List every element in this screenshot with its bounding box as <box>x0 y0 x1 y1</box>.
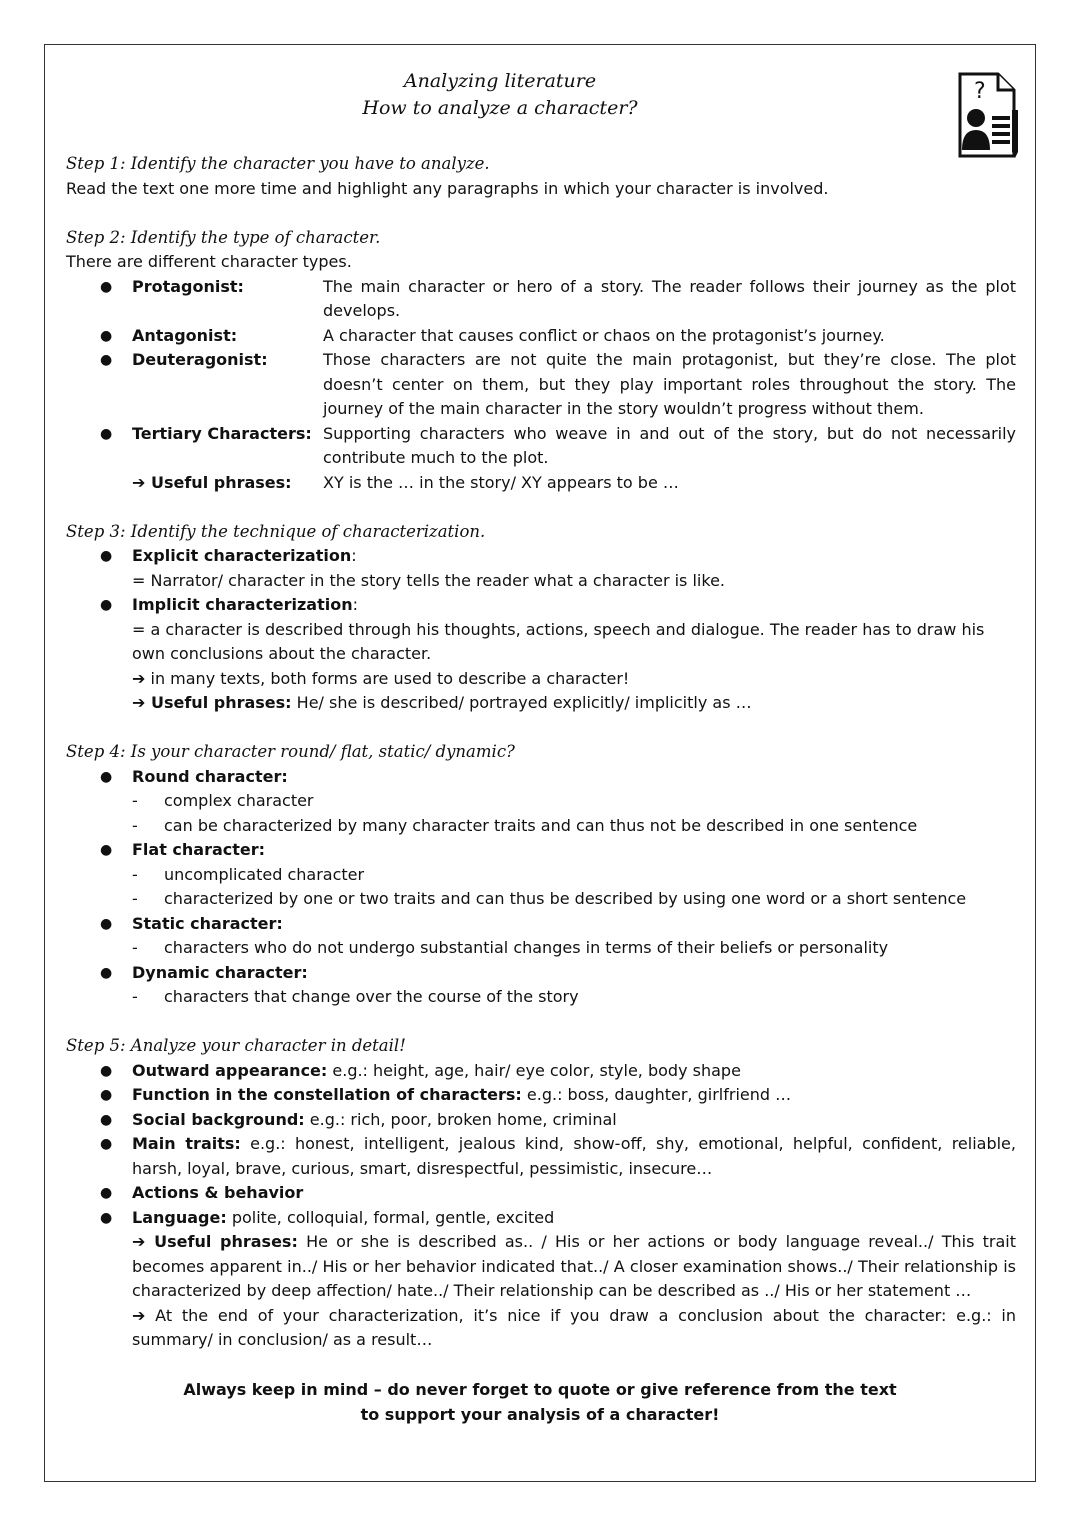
character-type-label: Deuteragonist: <box>132 350 268 369</box>
forms-note: ➔ in many texts, both forms are used to describe a character! <box>132 668 630 688</box>
analysis-label: Outward appearance: <box>132 1060 328 1080</box>
analysis-item <box>66 1083 1016 1108</box>
step-3 <box>66 520 1016 716</box>
document-question-person-icon <box>952 70 1022 160</box>
analysis-item <box>66 1059 1016 1084</box>
useful-phrases-row <box>66 691 1016 716</box>
step-4 <box>66 740 1016 1010</box>
useful-phrases-text: XY is the … in the story/ XY appears to be … <box>323 472 679 492</box>
analysis-text: polite, colloquial, formal, gentle, excited <box>226 1207 555 1227</box>
bullet: ● <box>100 327 113 344</box>
bullet: ● <box>100 964 113 981</box>
analysis-label: Main traits: <box>132 1134 241 1153</box>
analysis-item <box>66 1132 1016 1181</box>
step-3-heading: Step 3: Identify the technique of characterization. <box>66 521 486 541</box>
bullet: ● <box>100 1185 113 1201</box>
useful-phrases-label: ➔ Useful phrases: <box>132 472 292 492</box>
step-1 <box>66 152 1016 201</box>
implicit-text: = a character is described through his thoughts, actions, speech and dialogue. The reader has to draw his own conclusions about the character. <box>132 619 985 663</box>
bullet: ● <box>100 425 113 442</box>
step-5 <box>66 1034 1016 1353</box>
character-type-label: Tertiary Characters: <box>132 423 312 443</box>
bullet: ● <box>100 278 113 295</box>
step-2-intro: There are different character types. <box>66 252 352 271</box>
sub-item <box>66 887 1016 912</box>
sub-item-text: uncomplicated character <box>164 864 365 884</box>
sub-item-text: can be characterized by many character traits and can thus not be described in one sentence <box>164 815 918 835</box>
character-kind-item <box>66 765 1016 790</box>
conclusion-note: ➔ At the end of your characterization, it’s nice if you draw a conclusion about the character: e.g.: in summary/ in conclusion/ as a result… <box>132 1305 1016 1349</box>
character-type-definition: Those characters are not quite the main protagonist, but they’re close. The plot doesn’t center on them, but they play important roles throughout the story. The journey of the main character in the story wouldn’t progress without them. <box>323 350 1016 418</box>
implicit-item: ● Implicit characterization: <box>66 593 1016 618</box>
analysis-text: e.g.: boss, daughter, girlfriend … <box>521 1085 792 1104</box>
dash: - <box>132 938 138 957</box>
svg-text:?: ? <box>974 79 986 104</box>
step-5-heading: Step 5: Analyze your character in detail! <box>66 1036 406 1055</box>
character-kind-label: Dynamic character: <box>132 962 308 982</box>
sub-item-text: characterized by one or two traits and can thus be described by using one word or a short sentence <box>164 889 967 908</box>
character-kind-label: Flat character: <box>132 840 266 859</box>
bullet: ● <box>100 1136 113 1152</box>
dash: - <box>132 791 138 810</box>
character-type-definition: A character that causes conflict or chaos on the protagonist’s journey. <box>323 325 885 345</box>
title-line-1: Analyzing literature <box>403 70 597 92</box>
analysis-item <box>66 1108 1016 1133</box>
character-type-label: Antagonist: <box>132 325 238 345</box>
bullet: ● <box>100 352 113 368</box>
dash: - <box>132 815 138 835</box>
character-kind-item <box>66 838 1016 863</box>
useful-phrases-label: ➔ Useful phrases: <box>132 693 292 712</box>
bullet: ● <box>100 842 113 858</box>
explicit-text: = Narrator/ character in the story tells the reader what a character is like. <box>132 570 725 590</box>
bullet: ● <box>100 1087 113 1103</box>
useful-phrases-text: He/ she is described/ portrayed explicitly/ implicitly as … <box>291 693 752 712</box>
character-kind-label: Round character: <box>132 766 288 786</box>
analysis-label: Actions & behavior <box>132 1183 304 1202</box>
sub-item <box>66 936 1016 961</box>
character-kind-item <box>66 961 1016 986</box>
analysis-text: e.g.: height, age, hair/ eye color, style, body shape <box>327 1060 741 1080</box>
footer-line-2: to support your analysis of a character! <box>360 1404 720 1424</box>
character-type-row <box>66 324 1016 349</box>
explicit-item: ● Explicit characterization: <box>66 544 1016 569</box>
sub-item <box>66 814 1016 839</box>
character-type-row <box>66 422 1016 471</box>
footer-line-1: Always keep in mind – do never forget to quote or give reference from the text <box>183 1380 897 1399</box>
bullet: ● <box>100 597 113 613</box>
character-type-definition: The main character or hero of a story. The reader follows their journey as the plot develops. <box>323 276 1016 320</box>
dash: - <box>132 864 138 884</box>
sub-item-text: complex character <box>164 791 314 810</box>
analysis-item <box>66 1181 1016 1206</box>
character-type-label: Protagonist: <box>132 276 244 296</box>
page-title <box>0 68 1000 122</box>
analysis-text: e.g.: rich, poor, broken home, criminal <box>304 1109 617 1129</box>
analysis-text: e.g.: honest, intelligent, jealous kind, show-off, shy, emotional, helpful, confident, reliable, harsh, loyal, brave, curious, smart, disrespectful, pessimistic, insecure… <box>132 1134 1016 1178</box>
analysis-item <box>66 1206 1016 1231</box>
bullet: ● <box>100 548 113 564</box>
sub-item <box>66 789 1016 814</box>
useful-phrases-row <box>66 1230 1016 1304</box>
bullet: ● <box>100 1209 113 1226</box>
character-type-row <box>66 348 1016 422</box>
dash: - <box>132 987 138 1006</box>
useful-phrases-row <box>66 471 1016 496</box>
step-2-heading: Step 2: Identify the type of character. <box>66 227 381 247</box>
sub-item-text: characters who do not undergo substantial changes in terms of their beliefs or personality <box>164 938 889 957</box>
character-kind-label: Static character: <box>132 913 283 933</box>
step-1-text: Read the text one more time and highlight any paragraphs in which your character is involved. <box>66 178 829 198</box>
footer-reminder <box>0 1378 1080 1427</box>
sub-item <box>66 863 1016 888</box>
character-type-row <box>66 275 1016 324</box>
useful-phrases-label: ➔ Useful phrases: <box>132 1232 298 1251</box>
useful-phrases-text: He or she is described as.. / His or her actions or body language reveal../ This trait becomes apparent in../ His or her behavior indicated that../ A closer examination shows../ Their relationship is characterized by deep affection/ hate../ Their relationship can be described as ../ His or her statement … <box>132 1232 1017 1300</box>
character-type-definition: Supporting characters who weave in and out of the story, but do not necessarily contribute much to the plot. <box>323 423 1016 467</box>
bullet: ● <box>100 768 113 785</box>
step-1-heading: Step 1: Identify the character you have to analyze. <box>66 154 490 173</box>
analysis-label: Language: <box>132 1207 227 1227</box>
analysis-label: Function in the constellation of characters: <box>132 1085 522 1104</box>
bullet: ● <box>100 1111 113 1128</box>
analysis-label: Social background: <box>132 1109 305 1129</box>
title-line-2: How to analyze a character? <box>362 97 638 119</box>
sub-item-text: characters that change over the course of the story <box>164 987 579 1006</box>
explicit-label: Explicit characterization <box>132 546 352 565</box>
implicit-label: Implicit characterization <box>132 595 353 614</box>
step-2 <box>66 226 1016 496</box>
step-4-heading: Step 4: Is your character round/ flat, static/ dynamic? <box>66 742 515 761</box>
bullet: ● <box>100 1062 113 1079</box>
character-kind-item <box>66 912 1016 937</box>
dash: - <box>132 889 138 908</box>
bullet: ● <box>100 915 113 932</box>
sub-item <box>66 985 1016 1010</box>
